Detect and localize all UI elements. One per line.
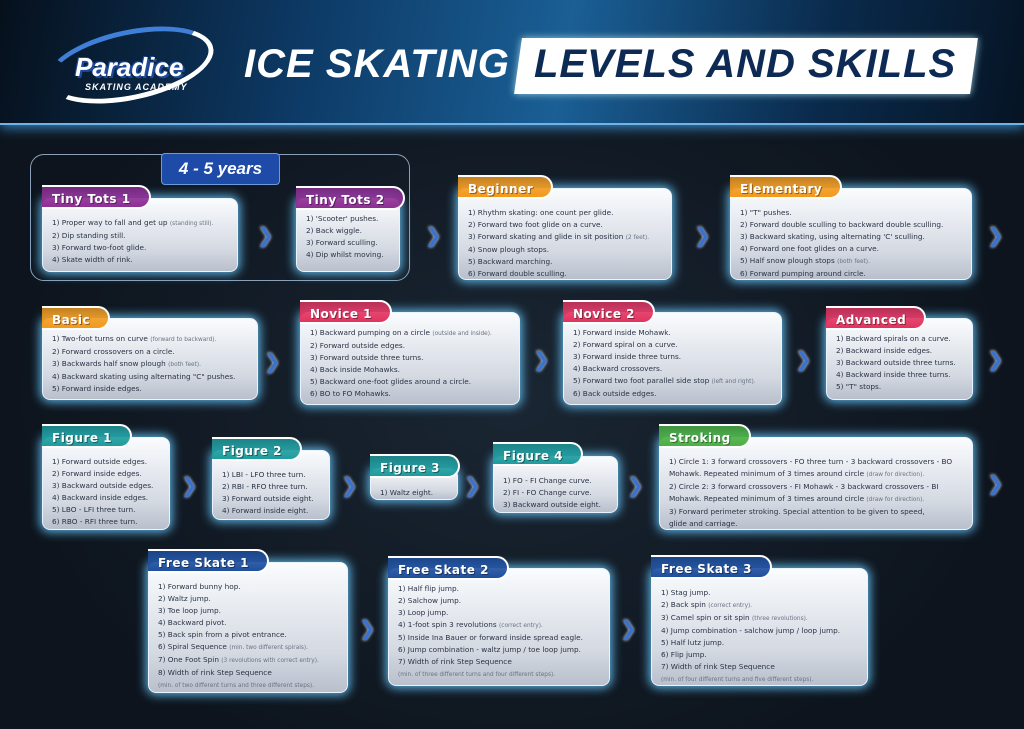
skill-item <box>222 469 321 481</box>
skill-text: 5) Forward two foot parallel side stop <box>573 376 710 385</box>
skill-text: 6) Spiral Sequence <box>158 642 227 651</box>
skill-item <box>158 605 339 617</box>
skill-text: 2) Circle 2: 3 forward crossovers - FI Mohawk - 3 backward crossovers - BI <box>669 482 939 491</box>
skill-item <box>669 506 964 518</box>
skill-note: (correct entry). <box>499 623 543 629</box>
skill-item <box>222 505 321 517</box>
level-title: Free Skate 2 <box>388 556 509 580</box>
skill-item <box>669 481 964 493</box>
skill-note: (3 revolutions with correct entry). <box>221 658 319 664</box>
chevron-right-icon: ❯ <box>264 349 281 373</box>
skill-text: 3) Forward outside eight. <box>222 494 314 503</box>
skill-text: 4) Forward one foot glides on a curve. <box>740 244 879 253</box>
age-group-label: 4 - 5 years <box>161 153 280 185</box>
skill-text: 2) Backward inside edges. <box>836 346 933 355</box>
skill-item <box>52 230 229 242</box>
skill-text: 5) Half lutz jump. <box>661 638 725 647</box>
logo-subtitle: SKATING ACADEMY <box>85 82 188 92</box>
level-title: Figure 2 <box>212 437 302 461</box>
chevron-right-icon: ❯ <box>341 473 358 497</box>
skills-list <box>651 568 868 686</box>
skill-text: 2) Back spin <box>661 600 706 609</box>
skill-item <box>661 599 859 612</box>
skill-text: 2) Forward outside edges. <box>310 341 406 350</box>
skill-item <box>306 213 391 225</box>
skill-text: glide and carriage. <box>669 519 738 528</box>
skill-item <box>380 487 449 499</box>
chevron-right-icon: ❯ <box>533 347 550 371</box>
skill-note: (min. of four different turns and five different steps). <box>661 677 814 683</box>
skill-item <box>158 617 339 629</box>
skill-text: 4) Dip whilst moving. <box>306 250 384 259</box>
skill-text: 5) Backward marching. <box>468 257 553 266</box>
skill-text: 2) Back wiggle. <box>306 226 362 235</box>
skill-text: 3) Backwards half snow plough <box>52 359 166 368</box>
skill-text: 1) Backward spirals on a curve. <box>836 334 951 343</box>
skill-item <box>306 225 391 237</box>
level-title: Free Skate 1 <box>148 549 269 573</box>
skill-item <box>398 656 601 668</box>
skill-item <box>222 493 321 505</box>
skill-text: 2) Forward spiral on a curve. <box>573 340 678 349</box>
skill-item <box>222 481 321 493</box>
skill-item <box>398 595 601 607</box>
skill-text: 4) Backward pivot. <box>158 618 227 627</box>
skill-text: 1) "T" pushes. <box>740 208 792 217</box>
level-title: Free Skate 3 <box>651 555 772 579</box>
skill-text: 1) Proper way to fall and get up <box>52 218 168 227</box>
skill-item <box>468 256 663 268</box>
skill-text: 5) Half snow plough stops <box>740 256 835 265</box>
skill-item <box>52 358 249 371</box>
skill-text: 7) Width of rink Step Sequence <box>661 662 775 671</box>
skill-item <box>669 518 964 530</box>
skill-item <box>836 345 964 357</box>
skill-item <box>740 207 963 219</box>
skill-item <box>740 231 963 243</box>
skill-text: 4) Skate width of rink. <box>52 255 133 264</box>
skill-text: Mohawk. Repeated minimum of 3 times around circle <box>669 494 865 503</box>
skill-text: 2) Waltz jump. <box>158 594 211 603</box>
skill-text: 1) Two-foot turns on curve <box>52 334 148 343</box>
skill-item <box>306 237 391 249</box>
skill-text: Mohawk. Repeated minimum of 3 times around circle <box>669 469 865 478</box>
skill-item <box>158 667 339 679</box>
skill-text: 5) Back spin from a pivot entrance. <box>158 630 287 639</box>
skill-note: (left and right). <box>711 379 756 385</box>
level-title: Figure 3 <box>370 454 460 478</box>
level-title: Stroking <box>659 424 751 448</box>
skill-text: 4) Backward crossovers. <box>573 364 663 373</box>
skill-text: 7) Width of rink Step Sequence <box>398 657 512 666</box>
skill-item <box>158 581 339 593</box>
skill-item <box>669 468 964 481</box>
skill-text: 4) 1-foot spin 3 revolutions <box>398 620 497 629</box>
skill-text: 1) Circle 1: 3 forward crossovers - FO three turn - 3 backward crossovers - BO <box>669 457 953 466</box>
chevron-right-icon: ❯ <box>987 347 1004 371</box>
skill-item <box>52 333 249 346</box>
skill-note: (three revolutions). <box>751 616 808 622</box>
skill-text: 2) FI - FO Change curve. <box>503 488 592 497</box>
skill-text: 4) Backward inside edges. <box>52 493 149 502</box>
skill-note: (draw for direction). <box>866 497 925 503</box>
level-title: Figure 1 <box>42 424 132 448</box>
skill-item <box>740 268 963 280</box>
skill-text: 5) LBO - LFI three turn. <box>52 505 136 514</box>
skill-note: (min. of three different turns and four different steps). <box>398 672 556 678</box>
skill-text: 2) Dip standing still. <box>52 231 126 240</box>
logo-wordmark: Paradice <box>75 52 184 82</box>
skill-item <box>468 207 663 219</box>
chevron-right-icon: ❯ <box>620 616 637 640</box>
skill-item <box>468 268 663 280</box>
skill-text: 2) Forward crossovers on a circle. <box>52 347 175 356</box>
chevron-right-icon: ❯ <box>181 473 198 497</box>
skill-note: (both feet). <box>837 259 870 265</box>
skill-text: 4) Snow plough stops. <box>468 245 550 254</box>
skill-text: 5) Inside Ina Bauer or forward inside spread eagle. <box>398 633 583 642</box>
skill-text: 2) Forward double sculling to backward double sculling. <box>740 220 944 229</box>
skill-item <box>52 217 229 230</box>
skill-item <box>310 327 511 340</box>
skill-item <box>398 632 601 644</box>
skill-text: 3) Backward outside three turns. <box>836 358 956 367</box>
skill-item <box>310 352 511 364</box>
skill-item <box>836 381 964 393</box>
skill-text: 4) Jump combination - salchow jump / loop jump. <box>661 626 841 635</box>
skill-item <box>573 388 773 400</box>
skill-text: 3) Backward outside eight. <box>503 500 601 509</box>
chevron-right-icon: ❯ <box>987 223 1004 247</box>
skill-text: 1) Stag jump. <box>661 588 711 597</box>
skill-item <box>661 625 859 637</box>
page-title-part2: LEVELS AND SKILLS <box>534 42 957 86</box>
skill-note: (correct entry). <box>708 603 753 609</box>
skill-item <box>158 629 339 641</box>
skill-note: (outside and inside). <box>432 331 492 337</box>
skill-text: 2) RBI - RFO three turn. <box>222 482 308 491</box>
skill-item <box>310 376 511 388</box>
skill-item <box>306 249 391 261</box>
skill-item <box>52 254 229 266</box>
skill-item <box>52 456 161 468</box>
level-title: Advanced <box>826 306 926 330</box>
skill-item <box>573 327 773 339</box>
skill-item <box>158 641 339 654</box>
skill-note: (forward to backward). <box>150 337 217 343</box>
skill-item <box>398 583 601 595</box>
level-title: Tiny Tots 2 <box>296 186 405 210</box>
chevron-right-icon: ❯ <box>795 347 812 371</box>
skill-item <box>52 480 161 492</box>
page-title-part1: ICE SKATING <box>244 42 510 86</box>
skill-text: 6) Forward double sculling. <box>468 269 567 278</box>
skill-text: 4) Back inside Mohawks. <box>310 365 400 374</box>
skill-item <box>398 644 601 656</box>
skill-text: 6) Forward pumping around circle. <box>740 269 866 278</box>
skill-text: 3) Loop jump. <box>398 608 449 617</box>
skill-item <box>398 668 601 681</box>
skill-text: 1) 'Scooter' pushes. <box>306 214 379 223</box>
chevron-right-icon: ❯ <box>987 471 1004 495</box>
chevron-right-icon: ❯ <box>257 223 274 247</box>
skill-item <box>503 487 609 499</box>
skill-item <box>669 493 964 506</box>
skill-note: (min. two different spirals). <box>229 645 308 651</box>
skill-text: 3) Forward perimeter stroking. Special attention to be given to speed, <box>669 507 925 516</box>
skill-text: 8) Width of rink Step Sequence <box>158 668 272 677</box>
skills-list <box>458 188 672 280</box>
skill-text: 3) Backward outside edges. <box>52 481 154 490</box>
skill-text: 5) Backward one-foot glides around a circle. <box>310 377 472 386</box>
level-title: Novice 2 <box>563 300 655 324</box>
skills-list <box>42 437 170 530</box>
skill-item <box>52 346 249 358</box>
skill-text: 6) Flip jump. <box>661 650 707 659</box>
skill-item <box>468 244 663 256</box>
skill-text: 3) Forward skating and glide in sit position <box>468 232 624 241</box>
skill-item <box>740 243 963 255</box>
skill-text: 3) Forward inside three turns. <box>573 352 682 361</box>
skill-text: 3) Forward outside three turns. <box>310 353 424 362</box>
level-title: Tiny Tots 1 <box>42 185 151 209</box>
skill-item <box>398 607 601 619</box>
chevron-right-icon: ❯ <box>359 616 376 640</box>
chevron-right-icon: ❯ <box>627 473 644 497</box>
paradice-logo <box>45 30 220 105</box>
skill-item <box>573 339 773 351</box>
skill-text: 6) Jump combination - waltz jump / toe loop jump. <box>398 645 581 654</box>
skill-item <box>573 375 773 388</box>
skill-text: 1) Backward pumping on a circle <box>310 328 430 337</box>
skill-item <box>503 475 609 487</box>
skills-list <box>148 562 348 693</box>
skill-note: (standing still). <box>169 221 214 227</box>
skills-list <box>659 437 973 530</box>
skill-item <box>52 383 249 395</box>
skill-item <box>52 371 249 383</box>
skill-item <box>669 456 964 468</box>
skill-item <box>52 468 161 480</box>
skill-text: 2) Forward inside edges. <box>52 469 142 478</box>
skill-item <box>52 242 229 254</box>
skill-item <box>468 219 663 231</box>
skill-text: 6) RBO - RFI three turn. <box>52 517 138 526</box>
skill-item <box>836 369 964 381</box>
skill-item <box>52 504 161 516</box>
skill-item <box>661 661 859 673</box>
skill-text: 3) Camel spin or sit spin <box>661 613 750 622</box>
skill-text: 1) FO - FI Change curve. <box>503 476 592 485</box>
skill-text: 1) Forward bunny hop. <box>158 582 241 591</box>
skill-text: 1) Forward inside Mohawk. <box>573 328 671 337</box>
skill-text: 2) Forward two foot glide on a curve. <box>468 220 603 229</box>
skill-item <box>398 619 601 632</box>
chevron-right-icon: ❯ <box>694 223 711 247</box>
skill-text: 4) Backward skating using alternating "C" pushes. <box>52 372 236 381</box>
skill-text: 6) Back outside edges. <box>573 389 657 398</box>
skill-item <box>836 357 964 369</box>
skill-text: 4) Backward inside three turns. <box>836 370 951 379</box>
skill-item <box>661 637 859 649</box>
skill-item <box>836 333 964 345</box>
header-banner <box>0 0 1024 125</box>
skill-text: 5) Forward inside edges. <box>52 384 142 393</box>
skill-text: 6) BO to FO Mohawks. <box>310 389 391 398</box>
skill-item <box>158 654 339 667</box>
skill-item <box>740 255 963 268</box>
skill-note: (2 feet). <box>625 235 650 241</box>
level-title: Figure 4 <box>493 442 583 466</box>
skill-item <box>310 340 511 352</box>
skill-text: 3) Forward two-foot glide. <box>52 243 147 252</box>
skill-note: (min. of two different turns and three different steps). <box>158 683 314 689</box>
chevron-right-icon: ❯ <box>464 473 481 497</box>
skill-item <box>661 649 859 661</box>
level-title: Elementary <box>730 175 842 199</box>
skill-note: (both feet). <box>168 362 201 368</box>
chevron-right-icon: ❯ <box>425 223 442 247</box>
skill-text: 2) Salchow jump. <box>398 596 462 605</box>
skill-text: 7) One Foot Spin <box>158 655 219 664</box>
level-title: Novice 1 <box>300 300 392 324</box>
skill-text: 4) Forward inside eight. <box>222 506 309 515</box>
skill-item <box>661 587 859 599</box>
skill-item <box>158 593 339 605</box>
skill-item <box>573 363 773 375</box>
skill-text: 1) Half flip jump. <box>398 584 459 593</box>
skill-text: 1) LBI - LFO three turn. <box>222 470 306 479</box>
skill-item <box>468 231 663 244</box>
skill-text: 3) Backward skating, using alternating 'C' sculling. <box>740 232 925 241</box>
skills-list <box>730 188 972 280</box>
skill-item <box>52 492 161 504</box>
skill-item <box>310 364 511 376</box>
skill-note: (draw for direction). <box>866 472 925 478</box>
skill-text: 3) Forward sculling. <box>306 238 378 247</box>
skill-item <box>661 612 859 625</box>
skill-item <box>573 351 773 363</box>
skill-item <box>661 673 859 686</box>
skill-text: 1) Rhythm skating: one count per glide. <box>468 208 614 217</box>
skills-list <box>388 568 610 686</box>
skill-text: 5) "T" stops. <box>836 382 882 391</box>
skill-item <box>740 219 963 231</box>
skill-text: 1) Forward outside edges. <box>52 457 148 466</box>
skill-item <box>310 388 511 400</box>
level-title: Basic <box>42 306 110 330</box>
skill-item <box>158 679 339 692</box>
skill-text: 3) Toe loop jump. <box>158 606 221 615</box>
skill-item <box>52 516 161 528</box>
skill-item <box>503 499 609 511</box>
skill-text: 1) Waltz eight. <box>380 488 434 497</box>
level-title: Beginner <box>458 175 553 199</box>
